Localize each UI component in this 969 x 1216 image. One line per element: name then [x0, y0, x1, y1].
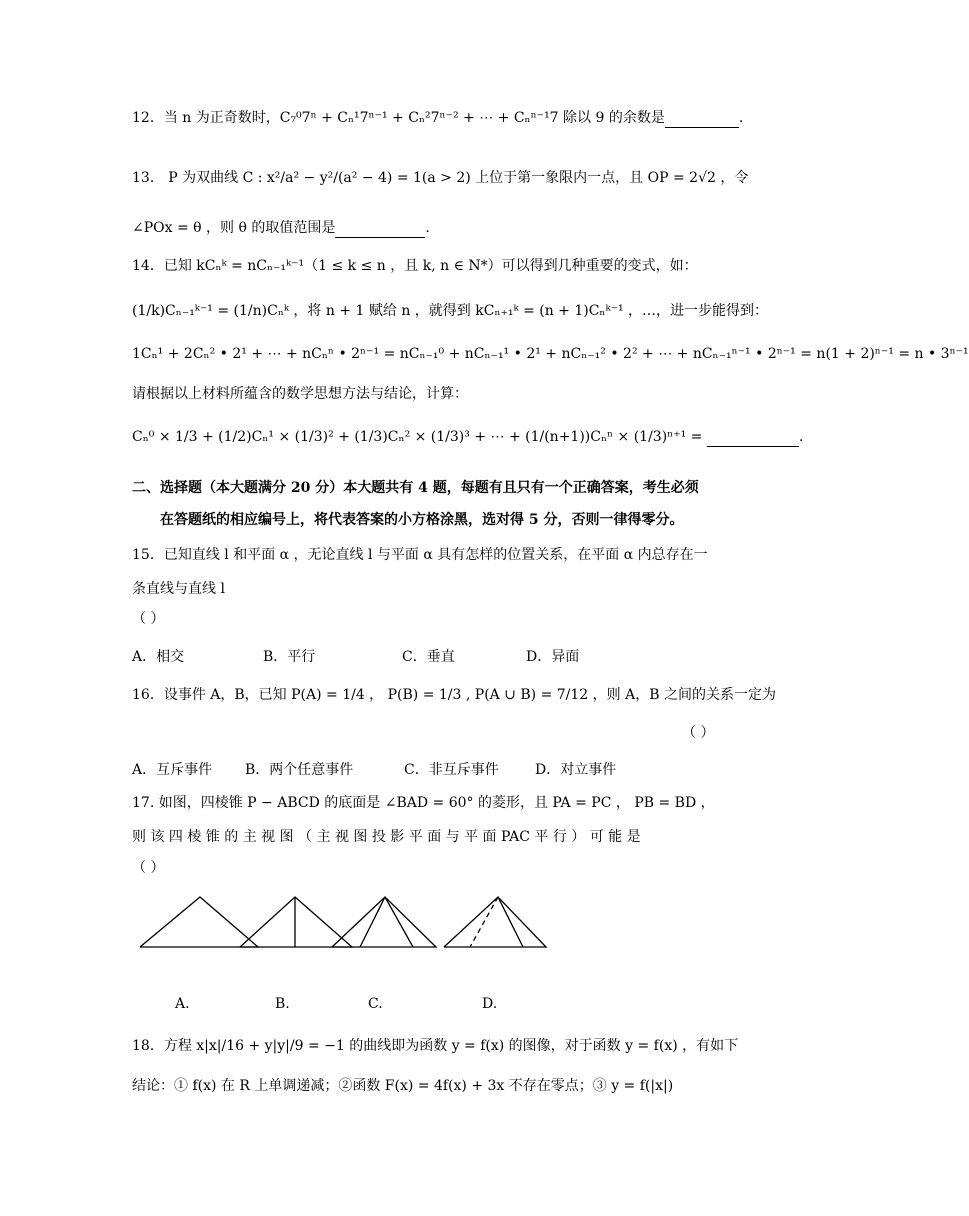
q14-formula: Cₙ⁰ × 1/3 + (1/2)Cₙ¹ × (1/3)² + (1/3)Cₙ² × (1/3)³ + ⋯ + (1/(n+1))Cₙⁿ × (1/3)ⁿ⁺¹ = — [132, 429, 703, 445]
q16-option-c: C．非互斥事件 — [404, 762, 499, 778]
question-14-line2: (1/k)Cₙ₋₁ᵏ⁻¹ = (1/n)Cₙᵏ ，将 n + 1 赋给 n ，就得到 kCₙ₊₁ᵏ = (n + 1)Cₙᵏ⁻¹ ，…，进一步能得到： — [132, 303, 769, 319]
q17-option-a: A. — [175, 996, 190, 1012]
question-17-line1: 17. 如图，四棱锥 P − ABCD 的底面是 ∠BAD = 60° 的菱形，且 PA = PC ， PB = BD ， — [132, 795, 715, 811]
question-14-line4: 请根据以上材料所蕴含的数学思想方法与结论，计算： — [132, 386, 468, 402]
q15-option-a: A．相交 — [132, 649, 185, 665]
q14-period: . — [798, 429, 804, 445]
q13-period: . — [425, 220, 430, 236]
q15-option-b: B．平行 — [263, 649, 316, 665]
figure-d-triangle — [444, 897, 546, 947]
question-16-line1: 16．设事件 A，B，已知 P(A) = 1/4 ， P(B) = 1/3 , P(A ∪ B) = 7/12 ，则 A，B 之间的关系一定为 — [132, 687, 776, 703]
question-18-line1: 18．方程 x|x|/16 + y|y|/9 = −1 的曲线即为函数 y = f(x) 的图像，对于函数 y = f(x) ，有如下 — [132, 1038, 739, 1054]
question-14-line5 — [132, 426, 803, 447]
question-18-line2: 结论：① f(x) 在 R 上单调递减；②函数 F(x) = 4f(x) + 3x 不存在零点；③ y = f(|x|) — [132, 1078, 674, 1094]
question-17-line2: 则 该 四 棱 锥 的 主 视 图 （ 主 视 图 投 影 平 面 与 平 面 PAC 平 行 ） 可 能 是 — [132, 829, 641, 845]
q17-option-c: C. — [368, 996, 383, 1012]
question-16-paren: （ ） — [682, 725, 715, 741]
question-15-line1: 15．已知直线 l 和平面 α ，无论直线 l 与平面 α 具有怎样的位置关系，在平面 α 内总存在一 — [132, 547, 708, 563]
question-13-line1: 13． P 为双曲线 C : x²/a² − y²/(a² − 4) = 1(a > 2) 上位于第一象限内一点，且 OP = 2√2 ，令 — [132, 170, 749, 186]
figure-c-triangle — [332, 897, 436, 947]
answer-blank — [665, 107, 739, 128]
q13-text: ∠POx = θ ，则 θ 的取值范围是 — [132, 220, 336, 236]
figure-b-triangle — [240, 897, 352, 947]
q17-option-b: B. — [275, 996, 290, 1012]
question-17-paren: （ ） — [132, 860, 165, 876]
q16-option-b: B．两个任意事件 — [245, 762, 354, 778]
q17-option-d: D. — [482, 996, 498, 1012]
front-view-figures — [130, 895, 560, 955]
q16-option-a: A．互斥事件 — [132, 762, 213, 778]
question-15-paren: （ ） — [132, 611, 165, 627]
question-14-line1: 14．已知 kCₙᵏ = nCₙ₋₁ᵏ⁻¹（1 ≤ k ≤ n ，且 k, n ∈ N*）可以得到几种重要的变式，如： — [132, 258, 698, 274]
q12-period: . — [738, 110, 744, 126]
q15-option-c: C．垂直 — [402, 649, 455, 665]
answer-blank — [335, 217, 425, 238]
question-12 — [132, 107, 743, 128]
q16-option-d: D．对立事件 — [535, 762, 617, 778]
q15-option-d: D．异面 — [526, 649, 580, 665]
question-13-line2 — [132, 217, 430, 238]
q12-text: 12．当 n 为正奇数时，C₇⁰7ⁿ + Cₙ¹7ⁿ⁻¹ + Cₙ²7ⁿ⁻² + ⋯ + Cₙⁿ⁻¹7 除以 9 的余数是 — [132, 110, 665, 126]
question-15-line2: 条直线与直线 l — [132, 581, 225, 597]
figure-a-triangle — [140, 897, 258, 947]
section-2-header: 二、选择题（本大题满分 20 分）本大题共有 4 题，每题有且只有一个正确答案，考生必须 — [132, 480, 699, 496]
section-2-instructions: 在答题纸的相应编号上，将代表答案的小方格涂黑，选对得 5 分，否则一律得零分。 — [160, 512, 684, 528]
question-14-line3: 1Cₙ¹ + 2Cₙ² • 2¹ + ⋯ + nCₙⁿ • 2ⁿ⁻¹ = nCₙ₋₁⁰ + nCₙ₋₁¹ • 2¹ + nCₙ₋₁² • 2² + ⋯ + nCₙ₋₁ⁿ⁻¹ • 2ⁿ⁻¹ = n(1 + 2)ⁿ⁻¹ = n • 3ⁿ⁻¹ — [132, 346, 969, 362]
answer-blank — [707, 426, 799, 447]
